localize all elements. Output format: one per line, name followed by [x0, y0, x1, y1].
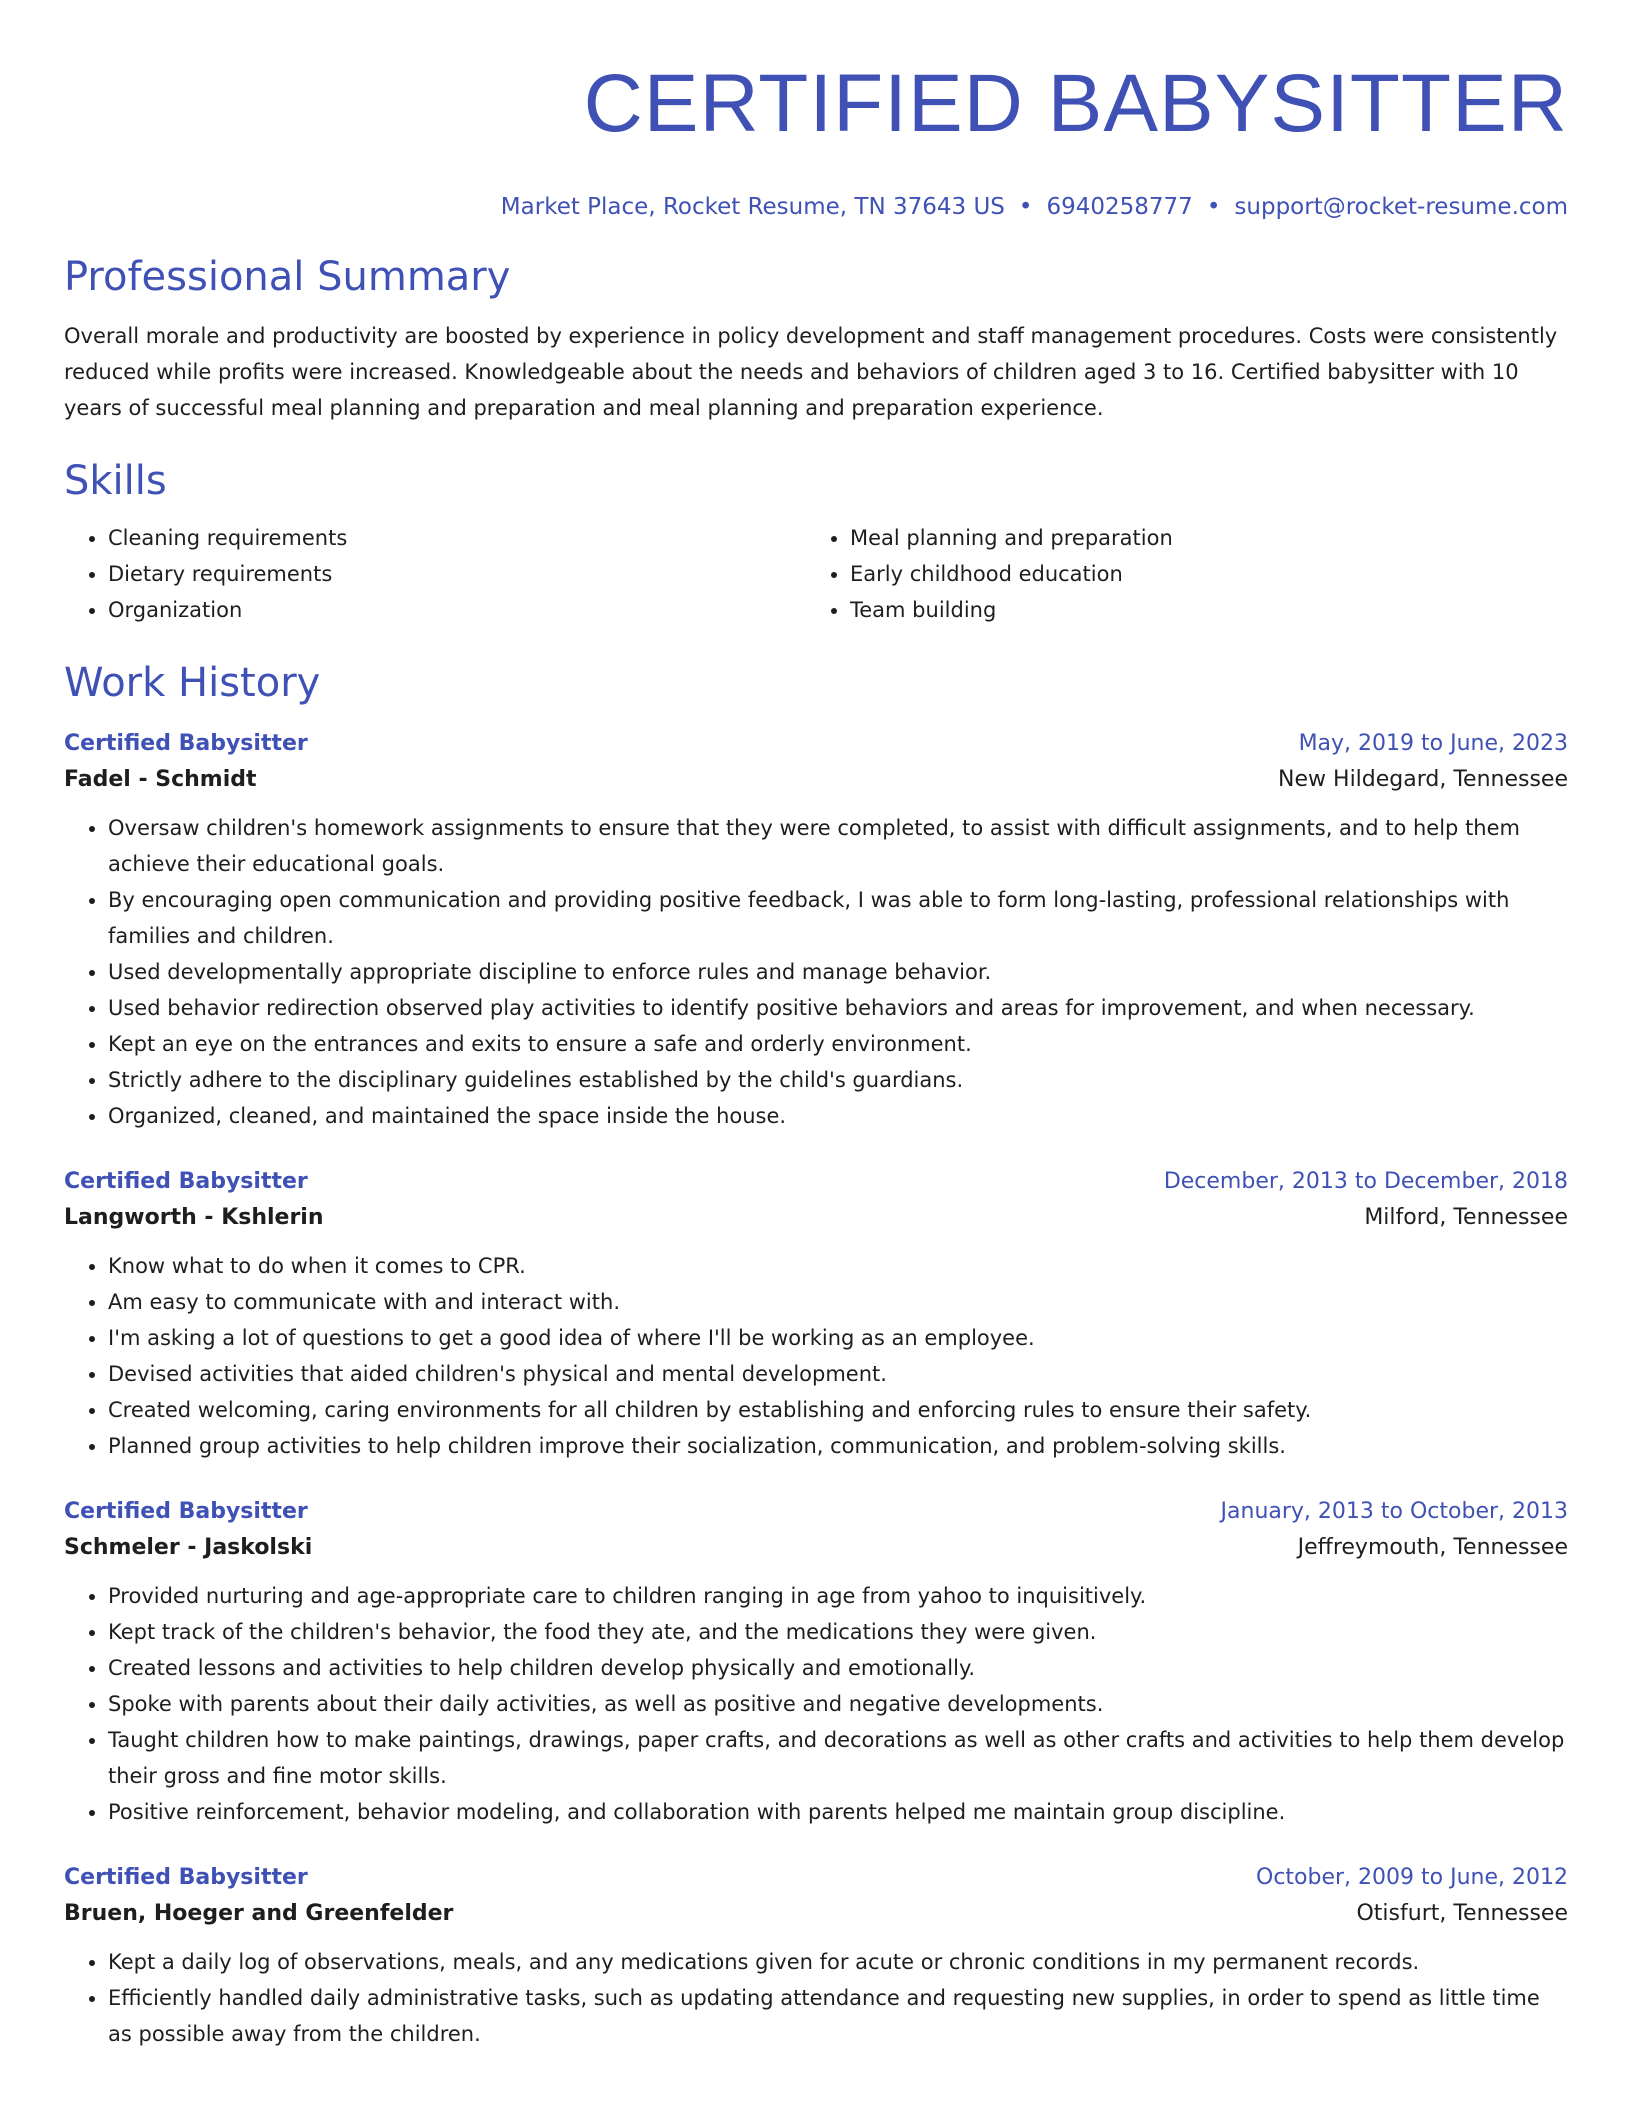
resume-page — [64, 0, 1568, 2052]
job-title: Certified Babysitter — [64, 1499, 308, 1524]
job-duty: • Kept track of the children's behavior, the food they ate, and the medications they were given. — [108, 1614, 1568, 1650]
skill-item: • Early childhood education — [850, 556, 1548, 592]
job-dates: May, 2019 to June, 2023 — [1298, 731, 1568, 756]
job-entry — [64, 1494, 1568, 1830]
contact-address: Market Place, Rocket Resume, TN 37643 US — [500, 194, 1005, 220]
job-duty: • Kept a daily log of observations, meals, and any medications given for acute or chronic conditions in my permanent records. — [108, 1944, 1568, 1980]
contact-line — [64, 192, 1568, 222]
job-subheader — [64, 1530, 1568, 1566]
job-duty: • Know what to do when it comes to CPR. — [108, 1248, 1568, 1284]
skills-column-right — [806, 520, 1548, 628]
job-header — [64, 1494, 1568, 1530]
job-duty: • Used developmentally appropriate discipline to enforce rules and manage behavior. — [108, 954, 1568, 990]
job-duties — [64, 1578, 1568, 1830]
job-entry — [64, 1164, 1568, 1464]
job-subheader — [64, 1896, 1568, 1932]
job-duty: • Created welcoming, caring environments for all children by establishing and enforcing rules to ensure their safety. — [108, 1392, 1568, 1428]
job-duty: • Kept an eye on the entrances and exits to ensure a safe and orderly environment. — [108, 1026, 1568, 1062]
contact-phone: 6940258777 — [1046, 194, 1193, 220]
job-header — [64, 1860, 1568, 1896]
job-subheader — [64, 1200, 1568, 1236]
job-location: Jeffreymouth, Tennessee — [1297, 1535, 1568, 1560]
job-duty: • Devised activities that aided children's physical and mental development. — [108, 1356, 1568, 1392]
job-duties — [64, 1248, 1568, 1464]
job-company: Langworth - Kshlerin — [64, 1205, 324, 1230]
contact-separator: • — [1206, 194, 1221, 220]
job-company: Fadel - Schmidt — [64, 767, 257, 792]
job-duties — [64, 1944, 1568, 2052]
job-subheader — [64, 762, 1568, 798]
job-entry — [64, 726, 1568, 1134]
job-dates: December, 2013 to December, 2018 — [1163, 1169, 1568, 1194]
skill-item: • Cleaning requirements — [108, 520, 806, 556]
job-duties — [64, 810, 1568, 1134]
job-duty: • Strictly adhere to the disciplinary guidelines established by the child's guardians. — [108, 1062, 1568, 1098]
job-title: Certified Babysitter — [64, 1865, 308, 1890]
job-location: Milford, Tennessee — [1364, 1205, 1568, 1230]
job-duty: • Used behavior redirection observed play activities to identify positive behaviors and areas for improvement, and when necessary. — [108, 990, 1568, 1026]
skills-column-left — [64, 520, 806, 628]
summary-heading: Professional Summary — [64, 254, 511, 300]
job-duty: • I'm asking a lot of questions to get a good idea of where I'll be working as an employee. — [108, 1320, 1568, 1356]
work-history-heading: Work History — [64, 660, 321, 706]
skills-heading: Skills — [64, 458, 167, 504]
skill-item: • Team building — [850, 592, 1548, 628]
contact-email[interactable]: support@rocket-resume.com — [1234, 194, 1568, 220]
job-title: Certified Babysitter — [64, 731, 308, 756]
job-duty: • Created lessons and activities to help children develop physically and emotionally. — [108, 1650, 1568, 1686]
summary-text: Overall morale and productivity are boosted by experience in policy development and staff management procedures. Costs were consistently reduced while profits were increased. Knowledgeable about the needs and behaviors of children aged 3 to 16. Certified babysitter with 10 years of successful meal planning and preparation and meal planning and preparation experience. — [64, 324, 1558, 420]
skill-item: • Dietary requirements — [108, 556, 806, 592]
job-duty: • By encouraging open communication and providing positive feedback, I was able to form long-lasting, professional relationships with families and children. — [108, 882, 1568, 954]
skills-list — [64, 520, 1568, 628]
job-duty: • Organized, cleaned, and maintained the space inside the house. — [108, 1098, 1568, 1134]
job-duty: • Planned group activities to help children improve their socialization, communication, and problem-solving skills. — [108, 1428, 1568, 1464]
job-title: Certified Babysitter — [64, 1169, 308, 1194]
skill-item: • Organization — [108, 592, 806, 628]
job-duty: • Efficiently handled daily administrative tasks, such as updating attendance and requesting new supplies, in order to spend as little time as possible away from the children. — [108, 1980, 1568, 2052]
job-location: Otisfurt, Tennessee — [1356, 1901, 1568, 1926]
job-header — [64, 1164, 1568, 1200]
contact-separator: • — [1018, 194, 1033, 220]
job-dates: January, 2013 to October, 2013 — [1220, 1499, 1568, 1524]
job-company: Bruen, Hoeger and Greenfelder — [64, 1901, 454, 1926]
job-company: Schmeler - Jaskolski — [64, 1535, 313, 1560]
job-duty: • Oversaw children's homework assignments to ensure that they were completed, to assist with difficult assignments, and to help them achieve their educational goals. — [108, 810, 1568, 882]
job-duty: • Spoke with parents about their daily activities, as well as positive and negative developments. — [108, 1686, 1568, 1722]
resume-title: CERTIFIED BABYSITTER — [583, 58, 1568, 149]
job-duty: • Positive reinforcement, behavior modeling, and collaboration with parents helped me maintain group discipline. — [108, 1794, 1568, 1830]
job-entry — [64, 1860, 1568, 2052]
job-header — [64, 726, 1568, 762]
job-duty: • Taught children how to make paintings, drawings, paper crafts, and decorations as well as other crafts and activities to help them develop their gross and fine motor skills. — [108, 1722, 1568, 1794]
job-location: New Hildegard, Tennessee — [1278, 767, 1568, 792]
job-duty: • Am easy to communicate with and interact with. — [108, 1284, 1568, 1320]
skill-item: • Meal planning and preparation — [850, 520, 1548, 556]
job-dates: October, 2009 to June, 2012 — [1256, 1865, 1568, 1890]
job-duty: • Provided nurturing and age-appropriate care to children ranging in age from yahoo to inquisitively. — [108, 1578, 1568, 1614]
